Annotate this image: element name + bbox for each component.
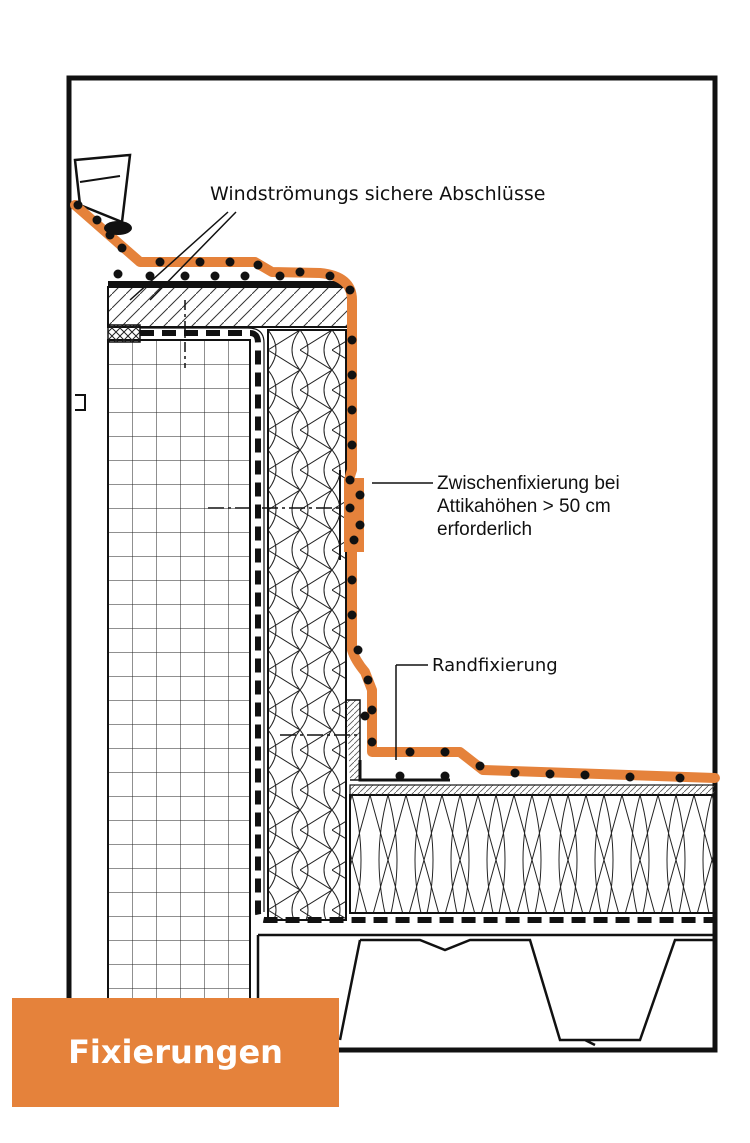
label-intermediate-line-1: Zwischenfixierung bei bbox=[437, 473, 620, 494]
coping-cleat bbox=[104, 221, 132, 235]
label-intermediate-line-3: erforderlich bbox=[437, 519, 533, 540]
roof-insulation bbox=[350, 795, 715, 913]
label-windproof-terminations: Windströmungs sichere Abschlüsse bbox=[210, 183, 546, 205]
label-intermediate-line-2: Attikahöhen > 50 cm bbox=[437, 496, 611, 517]
masonry-wall bbox=[108, 340, 250, 1040]
title-banner bbox=[12, 998, 339, 1107]
roof-protection-layer bbox=[350, 785, 715, 795]
banner-title: Fixierungen bbox=[68, 1033, 283, 1071]
label-intermediate-fixing bbox=[437, 472, 620, 541]
vertical-insulation bbox=[268, 330, 346, 920]
crown-membrane bbox=[108, 281, 348, 287]
cross-hatch-block bbox=[108, 325, 140, 342]
timber-crown bbox=[108, 287, 348, 327]
label-edge-fixing: Randfixierung bbox=[432, 655, 558, 676]
